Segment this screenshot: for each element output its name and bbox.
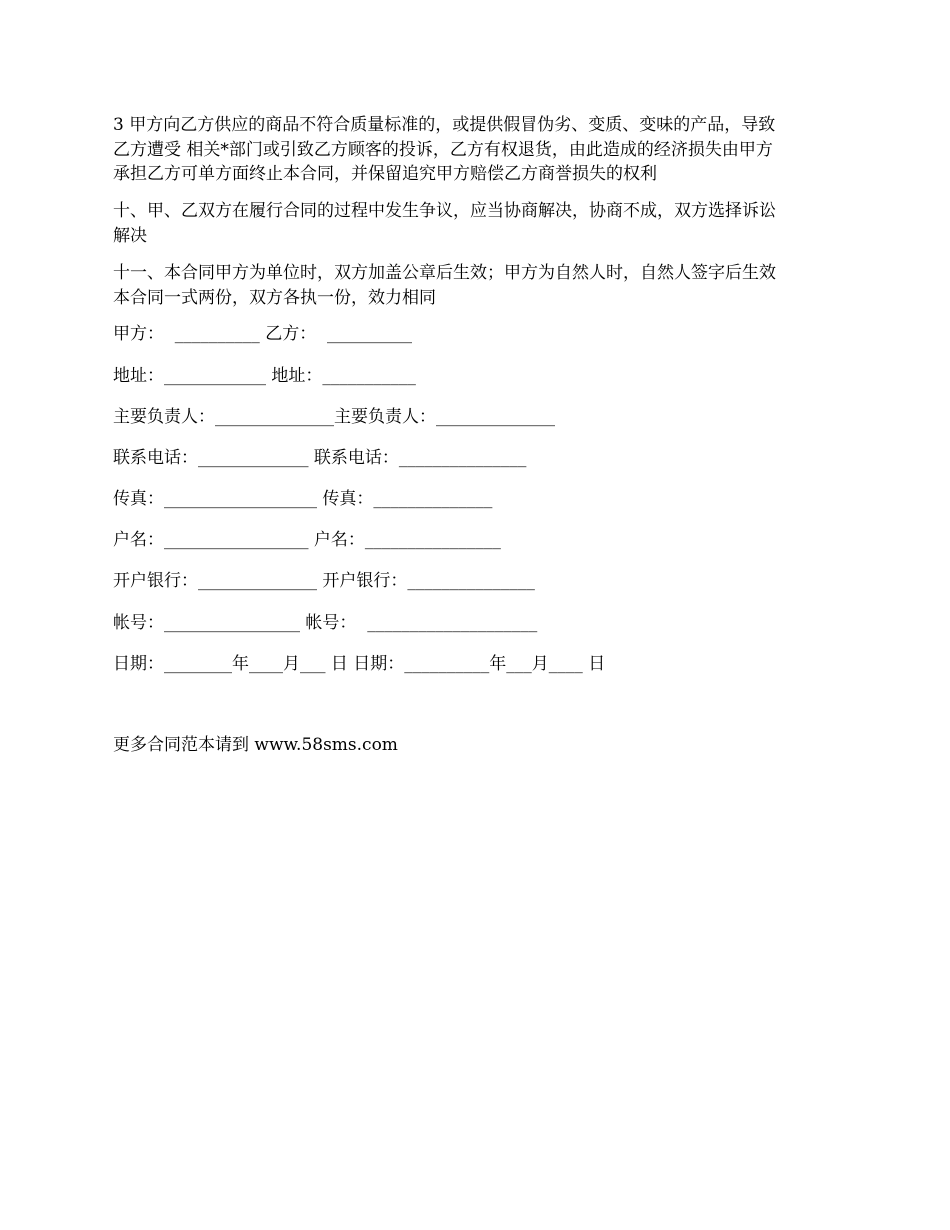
bank-line: 开户银行：______________ 开户银行：_______________ [113, 571, 535, 591]
clause-9-3-line-2: 乙方遭受 相关*部门或引致乙方顾客的投诉，乙方有权退货，由此造成的经济损失由甲方 [113, 139, 773, 160]
clause-9-3 [113, 113, 843, 187]
clause-10-line-2: 解决 [113, 225, 147, 246]
clause-9-3-line-3: 承担乙方可单方面终止本合同，并保留追究甲方赔偿乙方商誉损失的权利 [113, 164, 657, 184]
party-line: 甲方： __________ 乙方： __________ [113, 324, 413, 344]
account-name-line: 户名：_________________ 户名：________________ [113, 530, 501, 550]
clause-11-line-1: 十一、本合同甲方为单位时，双方加盖公章后生效；甲方为自然人时，自然人签字后生效 [113, 263, 776, 283]
clause-10 [113, 199, 843, 248]
clause-10-line-1: 十、甲、乙双方在履行合同的过程中发生争议，应当协商解决，协商不成，双方选择诉讼 [113, 201, 776, 221]
date-line: 日期：________年____月___ 日 日期：__________年___月____ 日 [113, 654, 606, 674]
phone-line: 联系电话：_____________ 联系电话：_______________ [113, 448, 527, 468]
fax-line: 传真：__________________ 传真：______________ [113, 489, 493, 509]
account-number-line: 帐号：________________ 帐号： ____________________ [113, 613, 538, 633]
clause-9-3-line-1: 3 甲方向乙方供应的商品不符合质量标准的，或提供假冒伪劣、变质、变味的产品，导致 [113, 115, 776, 135]
address-line: 地址：____________ 地址：___________ [113, 366, 416, 386]
principal-line: 主要负责人：______________主要负责人：______________ [113, 407, 555, 427]
clause-11 [113, 261, 843, 310]
footer-link-text: 更多合同范本请到 www.58sms.com [113, 735, 398, 755]
clause-11-line-2: 本合同一式两份，双方各执一份，效力相同 [113, 287, 436, 308]
